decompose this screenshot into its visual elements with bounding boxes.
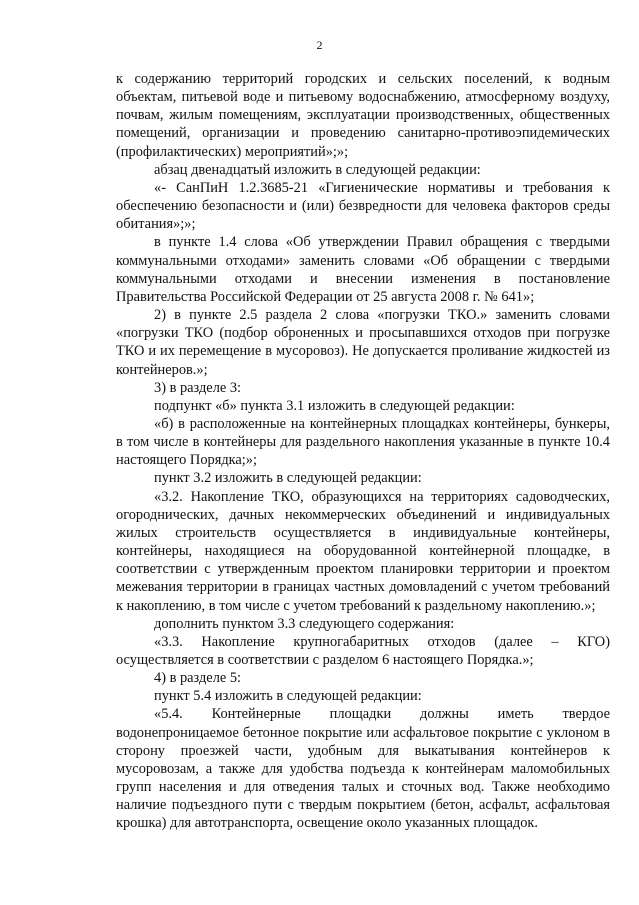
document-body <box>116 70 610 833</box>
paragraph-point-3-3-instruction: дополнить пунктом 3.3 следующего содержания: <box>154 615 455 632</box>
paragraph-subpoint-b-text: «б) в расположенные на контейнерных площадках контейнеры, бункеры, в том числе в контейнеры для раздельного накопления указанные в пункте 10.4 настоящего Порядка;»; <box>116 415 610 469</box>
paragraph-point-5-4-instruction: пункт 5.4 изложить в следующей редакции: <box>154 688 422 705</box>
paragraph-point-3-2-instruction: пункт 3.2 изложить в следующей редакции: <box>154 470 422 487</box>
paragraph-continuation: к содержанию территорий городских и сельских поселений, к водным объектам, питьевой воде и питьевому водоснабжению, атмосферному воздуху, почвам, жилым помещениям, эксплуатации производственных, общественных помещений, организации и проведению санитарно-противоэпидемических (профилактических) мероприятий»;»; <box>116 71 610 160</box>
paragraph-item-3: 3) в разделе 3: <box>154 379 242 396</box>
paragraph-point-3-3-text: «3.3. Накопление крупногабаритных отходов (далее – КГО) осуществляется в соответствии с разделом 6 настоящего Порядка.»; <box>116 633 610 668</box>
paragraph-point-3-2-text: «3.2. Накопление ТКО, образующихся на территориях садоводческих, огороднических, дачных некоммерческих объединений и индивидуальных жилых строительств осуществляется в индивидуальные контейнеры, контейнеры, находящиеся на оборудованной контейнерной площадке, в соответствии с утвержденным проектом планировки территории и проектом межевания территории в границах частных домовладений с учетом требований к накоплению, в том числе с учетом требований к раздельному накоплению.»; <box>116 488 610 614</box>
paragraph-sanpin-quote: «- СанПиН 1.2.3685-21 «Гигиенические нормативы и требования к обеспечению безопасности и (или) безвредности для человека факторов среды обитания»;»; <box>116 179 610 233</box>
paragraph-point-1-4: в пункте 1.4 слова «Об утверждении Правил обращения с твердыми коммунальными отходами» заменить словами «Об обращении с твердыми коммунальными отходами и внесении изменения в постановление Правительства Российской Федерации от 25 августа 2008 г. № 641»; <box>116 234 610 305</box>
paragraph-item-4: 4) в разделе 5: <box>154 670 242 687</box>
paragraph-item-2: 2) в пункте 2.5 раздела 2 слова «погрузки ТКО.» заменить словами «погрузки ТКО (подбор оброненных и просыпавшихся отходов при погрузке ТКО и их перемещение в мусоровоз). Не допускается проливание жидкостей из контейнеров.»; <box>116 307 610 378</box>
paragraph-instruction-para12: абзац двенадцатый изложить в следующей редакции: <box>154 161 481 178</box>
paragraph-point-5-4-text: «5.4. Контейнерные площадки должны иметь твердое водонепроницаемое бетонное покрытие или асфальтовое покрытие с уклоном в сторону проезжей части, удобным для выкатывания контейнеров к мусоровозам, а также для удобства подъезда к контейнерам маломобильных групп населения и для отведения талых и сточных вод. Также необходимо наличие подъездного пути с твердым покрытием (бетон, асфальт, асфальтовая крошка) для автотранспорта, освещение около указанных площадок. <box>116 706 610 832</box>
paragraph-subpoint-b-instruction: подпункт «б» пункта 3.1 изложить в следующей редакции: <box>154 397 515 414</box>
page-number: 2 <box>316 38 323 52</box>
